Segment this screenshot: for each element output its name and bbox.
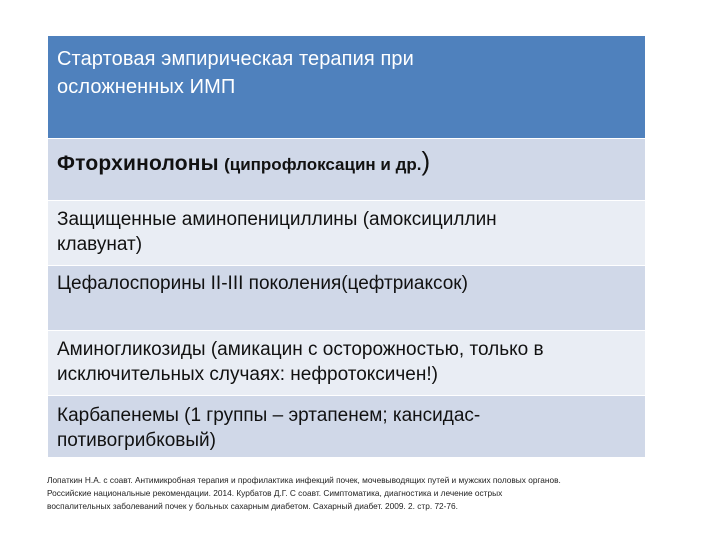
footnote-references <box>47 474 687 513</box>
row-text-line1: Защищенные аминопенициллины (амоксициллин <box>57 209 497 230</box>
row-text-line1: Карбапенемы (1 группы – эртапенем; кансидас- <box>57 405 481 426</box>
therapy-table <box>47 36 645 458</box>
footnote-line2: Российские национальные рекомендации. 2014. Курбатов Д.Г. С соавт. Симптоматика, диагностика и лечение острых <box>47 488 503 498</box>
table-row-fluoroquinolones <box>48 139 645 201</box>
table-row-cephalosporins <box>48 266 645 331</box>
row-text-line1: Аминогликозиды (амикацин с осторожностью, только в <box>57 339 544 360</box>
table-row-aminopenicillins <box>48 201 645 266</box>
table-header <box>48 36 645 139</box>
row-sub-text: (ципрофлоксацин и др. <box>224 155 422 174</box>
row-text-line2: потивогрибковый) <box>57 430 216 451</box>
header-title-line2: осложненных ИМП <box>57 76 236 98</box>
header-title-line1: Стартовая эмпирическая терапия при <box>57 48 414 70</box>
table-row-carbapenems <box>48 396 645 458</box>
row-text-line2: клавунат) <box>57 234 143 255</box>
row-main-text: Фторхинолоны <box>57 152 219 175</box>
table-row-aminoglycosides <box>48 331 645 396</box>
row-text-line1: Цефалоспорины II-III поколения(цефтриаксок) <box>57 273 468 294</box>
footnote-line1: Лопаткин Н.А. с соавт. Антимикробная терапия и профилактика инфекций почек, мочевыводящих путей и мужских половых органов. <box>47 475 561 485</box>
footnote-line3: воспалительных заболеваний почек у больных сахарным диабетом. Сахарный диабет. 2009. 2. стр. 72-76. <box>47 501 458 511</box>
row-text-line2: исключительных случаях: нефротоксичен!) <box>57 364 438 385</box>
row-closing-paren: ) <box>421 146 431 176</box>
